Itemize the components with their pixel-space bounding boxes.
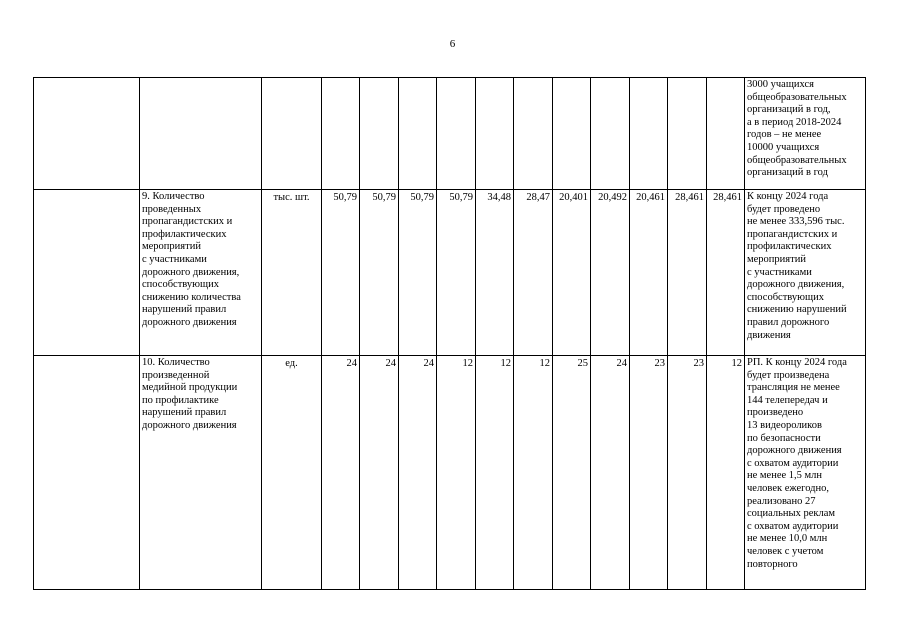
value-cell: 12 [437, 356, 476, 590]
value-cell: 24 [322, 356, 360, 590]
value-cell: 20,401 [553, 190, 591, 356]
value-cell: 50,79 [360, 190, 399, 356]
value-cell: 12 [514, 356, 553, 590]
indicator-name-cell: 9. Количество проведенных пропагандистских и профилактических мероприятий с участниками дорожного движения, способствующих снижению количества нарушений правил дорожного движения [140, 190, 262, 356]
value-cell: 25 [553, 356, 591, 590]
value-cell: 28,461 [668, 190, 707, 356]
value-cell: 23 [630, 356, 668, 590]
value-cell [630, 78, 668, 190]
value-cell: 34,48 [476, 190, 514, 356]
value-cell [437, 78, 476, 190]
indicator-name-cell [140, 78, 262, 190]
section-cell [34, 356, 140, 590]
unit-cell [262, 78, 322, 190]
value-cell [707, 78, 745, 190]
result-cell: К концу 2024 года будет проведено не менее 333,596 тыс. пропагандистских и профилактических мероприятий с участниками дорожного движения, способствующих снижению нарушений правил дорожного движения [745, 190, 866, 356]
value-cell: 20,461 [630, 190, 668, 356]
unit-cell: тыс. шт. [262, 190, 322, 356]
page-number: 6 [449, 38, 456, 50]
indicators-table [33, 77, 866, 590]
value-cell [553, 78, 591, 190]
value-cell: 12 [707, 356, 745, 590]
value-cell [514, 78, 553, 190]
section-cell [34, 190, 140, 356]
value-cell: 28,47 [514, 190, 553, 356]
value-cell: 12 [476, 356, 514, 590]
value-cell [399, 78, 437, 190]
value-cell: 23 [668, 356, 707, 590]
value-cell: 28,461 [707, 190, 745, 356]
result-cell: РП. К концу 2024 года будет произведена трансляция не менее 144 телепередач и произведено 13 видеороликов по безопасности дорожного движения с охватом аудитории не менее 1,5 млн человек ежегодно, реализовано 27 социальных реклам с охватом аудитории не менее 10,0 млн человек с учетом повторного [745, 356, 866, 590]
value-cell: 24 [591, 356, 630, 590]
value-cell: 50,79 [322, 190, 360, 356]
value-cell [360, 78, 399, 190]
value-cell [322, 78, 360, 190]
value-cell: 24 [399, 356, 437, 590]
value-cell [476, 78, 514, 190]
unit-cell: ед. [262, 356, 322, 590]
result-cell: 3000 учащихся общеобразовательных организаций в год, а в период 2018-2024 годов – не менее 10000 учащихся общеобразовательных организаций в год [745, 78, 866, 190]
value-cell: 50,79 [437, 190, 476, 356]
value-cell [668, 78, 707, 190]
section-cell [34, 78, 140, 190]
value-cell: 50,79 [399, 190, 437, 356]
table-row [34, 78, 866, 190]
value-cell: 24 [360, 356, 399, 590]
indicator-name-cell: 10. Количество произведенной медийной продукции по профилактике нарушений правил дорожного движения [140, 356, 262, 590]
value-cell [591, 78, 630, 190]
table-row [34, 190, 866, 356]
table-row [34, 356, 866, 590]
value-cell: 20,492 [591, 190, 630, 356]
